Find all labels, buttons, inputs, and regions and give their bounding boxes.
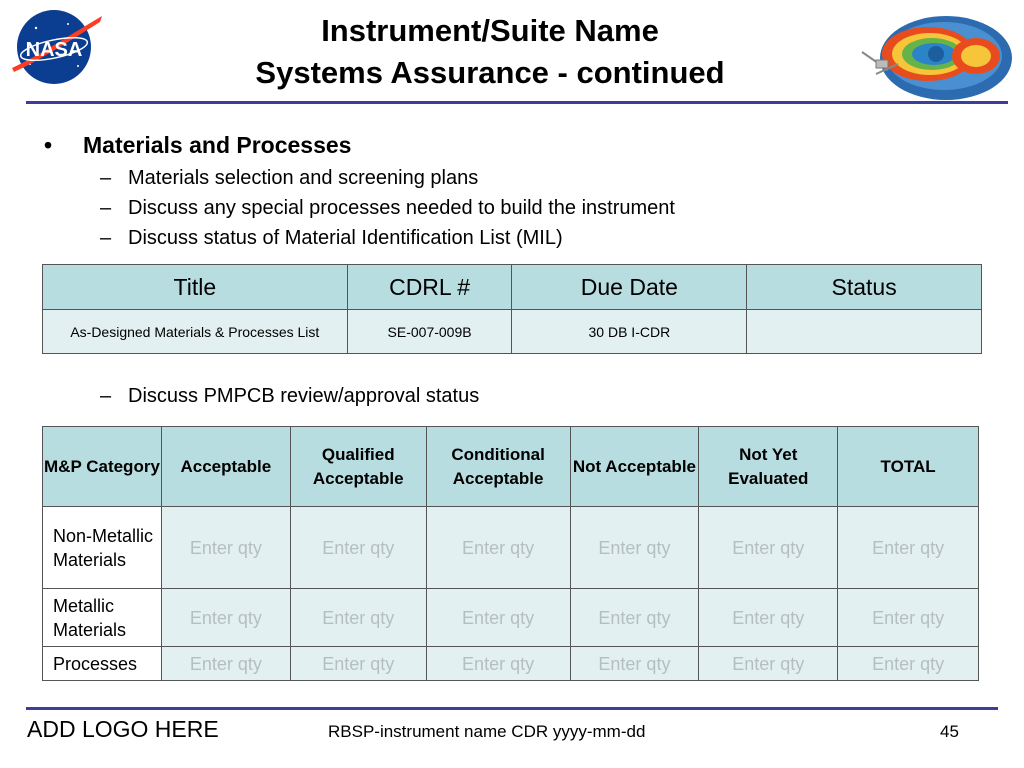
qty-cell[interactable]: Enter qty (290, 589, 426, 647)
title-line-2: Systems Assurance - continued (255, 55, 725, 90)
page-number: 45 (940, 722, 959, 741)
header-status: Status (747, 265, 982, 310)
qty-cell[interactable]: Enter qty (570, 507, 699, 589)
table-row (43, 647, 979, 681)
table-header-row (43, 427, 979, 507)
sub-bullet-text: Discuss PMPCB review/approval status (128, 385, 480, 407)
header-divider (26, 101, 1008, 104)
sub-bullet-dash: – (100, 197, 112, 219)
qty-cell[interactable]: Enter qty (161, 647, 290, 681)
sub-bullet-text: Discuss status of Material Identification List (MIL) (128, 227, 563, 249)
qty-cell[interactable]: Enter qty (161, 589, 290, 647)
cell-due-date: 30 DB I-CDR (512, 310, 747, 354)
qty-cell[interactable]: Enter qty (699, 507, 838, 589)
svg-text:NASA: NASA (25, 39, 83, 61)
qty-cell[interactable]: Enter qty (290, 507, 426, 589)
footer-divider (26, 707, 998, 710)
qty-cell[interactable]: Enter qty (570, 647, 699, 681)
header-not-acceptable: Not Acceptable (570, 427, 699, 507)
sub-bullet-dash: – (100, 227, 112, 249)
cell-title: As-Designed Materials & Processes List (43, 310, 348, 354)
cell-status[interactable] (747, 310, 982, 354)
qty-cell[interactable]: Enter qty (426, 647, 570, 681)
table-row (43, 589, 979, 647)
sub-bullet-text: Materials selection and screening plans (128, 167, 479, 189)
category-cell: Non-Metallic Materials (43, 507, 162, 589)
qty-cell[interactable]: Enter qty (838, 507, 979, 589)
pmpcb-status-table (42, 426, 979, 681)
header-mp-category: M&P Category (43, 427, 162, 507)
header-conditional-acceptable: Conditional Acceptable (426, 427, 570, 507)
header-acceptable: Acceptable (161, 427, 290, 507)
qty-cell[interactable]: Enter qty (699, 589, 838, 647)
sub-bullet-text: Discuss any special processes needed to build the instrument (128, 197, 675, 219)
qty-cell[interactable]: Enter qty (426, 507, 570, 589)
header-qualified-acceptable: Qualified Acceptable (290, 427, 426, 507)
category-cell: Metallic Materials (43, 589, 162, 647)
table-row (43, 507, 979, 589)
qty-cell[interactable]: Enter qty (161, 507, 290, 589)
table-header-row (43, 265, 982, 310)
slide-title (180, 10, 800, 94)
qty-cell[interactable]: Enter qty (290, 647, 426, 681)
mil-deliverable-table (42, 264, 982, 354)
radiation-belt-logo (858, 12, 1014, 104)
header-total: TOTAL (838, 427, 979, 507)
cell-cdrl: SE-007-009B (347, 310, 512, 354)
qty-cell[interactable]: Enter qty (426, 589, 570, 647)
nasa-logo (8, 6, 104, 86)
footer-center-text: RBSP-instrument name CDR yyyy-mm-dd (328, 722, 646, 741)
sub-bullet-dash: – (100, 167, 112, 189)
qty-cell[interactable]: Enter qty (699, 647, 838, 681)
bullet-main-text: Materials and Processes (83, 132, 352, 158)
header-title: Title (43, 265, 348, 310)
category-cell: Processes (43, 647, 162, 681)
bullet-dot: • (44, 132, 53, 158)
title-line-1: Instrument/Suite Name (321, 13, 659, 48)
sub-bullet-dash: – (100, 385, 112, 407)
qty-cell[interactable]: Enter qty (838, 647, 979, 681)
footer-logo-placeholder: ADD LOGO HERE (27, 716, 219, 742)
header-cdrl: CDRL # (347, 265, 512, 310)
header-due-date: Due Date (512, 265, 747, 310)
qty-cell[interactable]: Enter qty (838, 589, 979, 647)
qty-cell[interactable]: Enter qty (570, 589, 699, 647)
table-row (43, 310, 982, 354)
header-not-yet-evaluated: Not Yet Evaluated (699, 427, 838, 507)
